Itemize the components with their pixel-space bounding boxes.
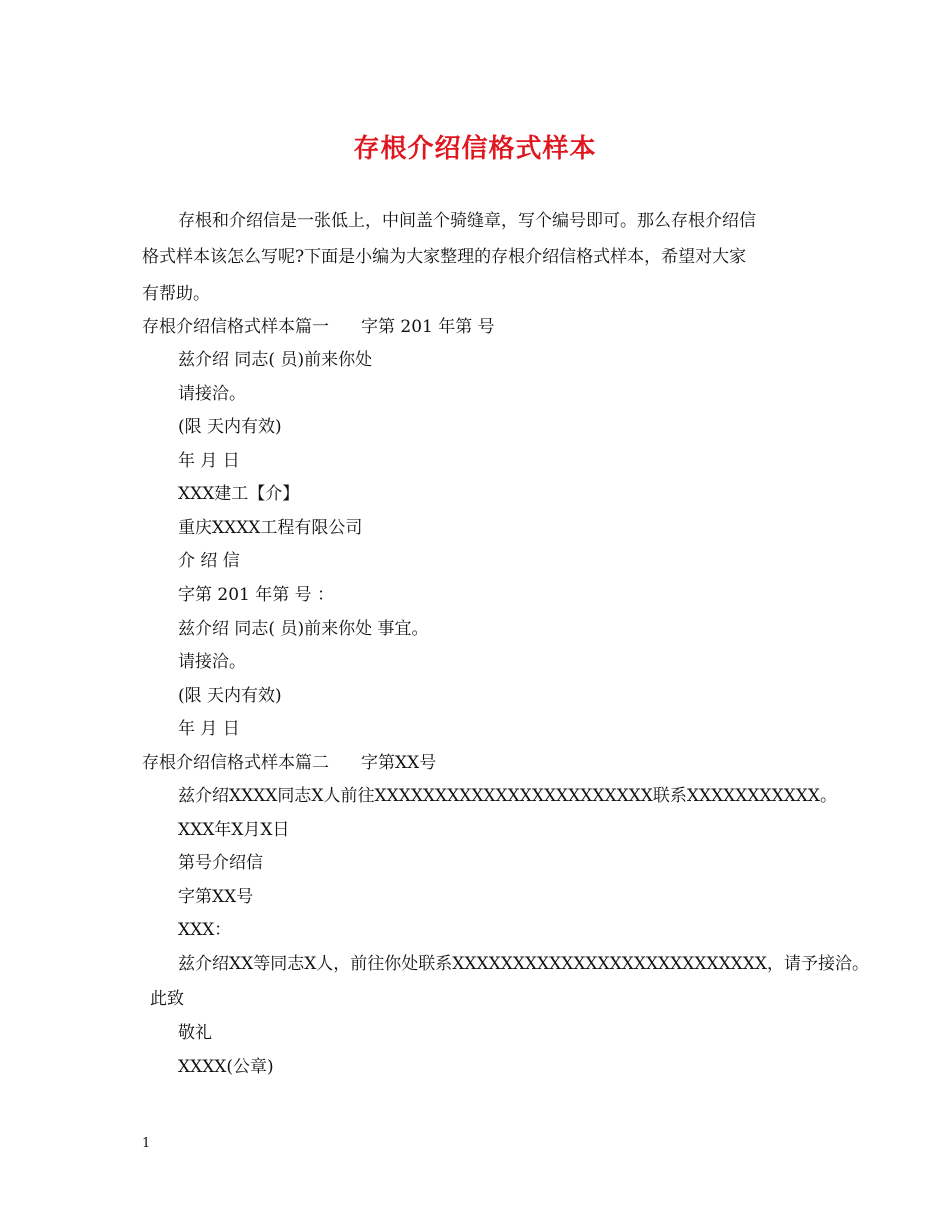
section-heading-title: 存根介绍信格式样本篇一 xyxy=(142,317,329,337)
page-number: 1 xyxy=(142,1136,151,1151)
letter-line: 介 绍 信 xyxy=(178,551,240,571)
section-heading-title: 存根介绍信格式样本篇二 xyxy=(142,753,329,773)
letter-line: 敬礼 xyxy=(178,1023,212,1043)
document-title: 存根介绍信格式样本 xyxy=(353,134,597,164)
section-heading xyxy=(142,752,436,774)
letter-line: 兹介绍 同志( 员)前来你处 xyxy=(178,350,373,370)
letter-line: (限 天内有效) xyxy=(178,686,282,706)
letter-line: 年 月 日 xyxy=(178,451,240,471)
intro-line: 格式样本该怎么写呢?下面是小编为大家整理的存根介绍信格式样本，希望对大家 xyxy=(142,247,747,267)
letter-line: XXXX(公章) xyxy=(178,1057,274,1077)
intro-line: 有帮助。 xyxy=(142,284,210,304)
letter-line: 字第 201 年第 号 ： xyxy=(178,585,335,605)
letter-line: XXX： xyxy=(178,920,232,940)
letter-line: 字第XX号 xyxy=(178,887,254,907)
letter-line: XXX年X月X日 xyxy=(178,820,290,840)
intro-line: 存根和介绍信是一张低上，中间盖个骑缝章，写个编号即可。那么存根介绍信 xyxy=(178,211,756,231)
letter-line: 第号介绍信 xyxy=(178,853,263,873)
letter-line: 兹介绍XXXX同志X人前往XXXXXXXXXXXXXXXXXXXXXXX联系XXXXXXXXXXX。 xyxy=(178,786,837,806)
letter-line: 请接洽。 xyxy=(178,652,246,672)
letter-line: 兹介绍XX等同志X人，前往你处联系XXXXXXXXXXXXXXXXXXXXXXXXXX，请予接洽。 xyxy=(178,954,869,974)
closing-line: 此致 xyxy=(150,989,184,1009)
letter-line: XXX建工【介】 xyxy=(178,484,300,504)
section-heading-ref: 字第 201 年第 号 xyxy=(361,317,495,337)
letter-line: 重庆XXXX工程有限公司 xyxy=(178,518,363,538)
letter-line: 请接洽。 xyxy=(178,384,246,404)
section-heading-ref: 字第XX号 xyxy=(361,753,437,773)
letter-line: 年 月 日 xyxy=(178,719,240,739)
section-heading xyxy=(142,316,495,338)
letter-line: 兹介绍 同志( 员)前来你处 事宜。 xyxy=(178,619,429,639)
letter-line: (限 天内有效) xyxy=(178,417,282,437)
